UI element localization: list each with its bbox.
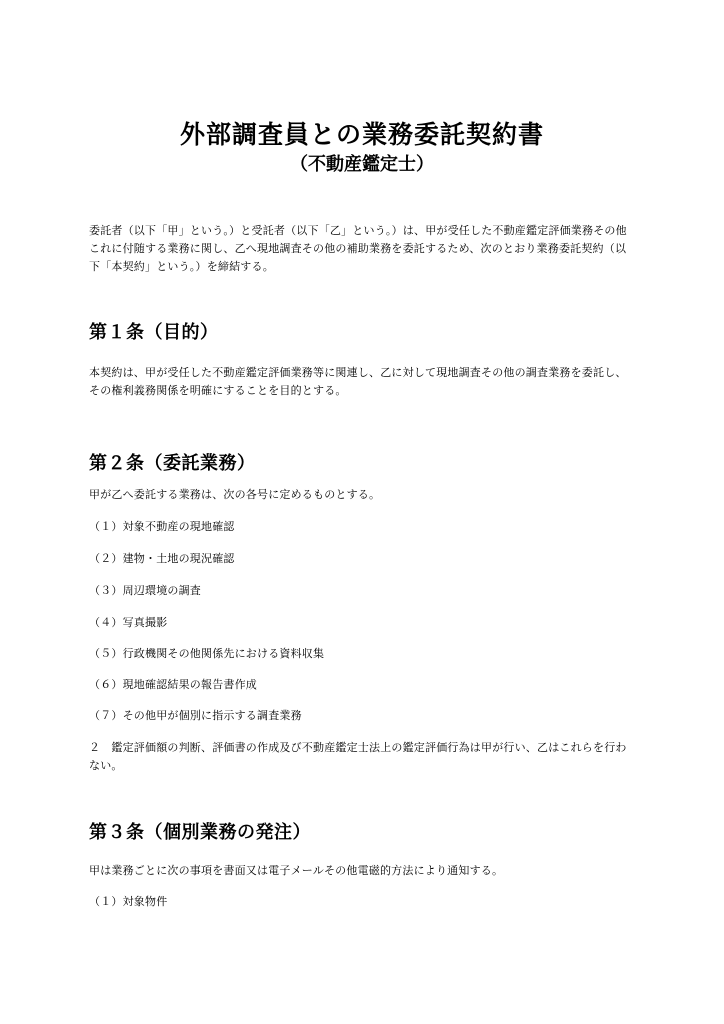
document-title: 外部調査員との業務委託契約書: [179, 120, 544, 149]
article-1-body: 本契約は、甲が受任した不動産鑑定評価業務等に関連し、乙に対して現地調査その他の調査業務を委託し、その権利義務関係を明確にすることを目的とする。: [89, 366, 627, 397]
preamble-paragraph: 委託者（以下「甲」という。）と受託者（以下「乙」という。）は、甲が受任した不動産鑑定評価業務その他これに付随する業務に関し、乙へ現地調査その他の補助業務を委託するため、次のとおり業務委託契約（以下「本契約」という。）を締結する。: [89, 224, 627, 273]
article-2-item: （４）写真撮影: [89, 616, 168, 629]
document-subtitle: （不動産鑑定士）: [290, 154, 434, 175]
article-3-item: （１）対象物件: [89, 895, 168, 908]
article-2-heading: 第２条（委託業務）: [89, 453, 256, 474]
article-2-item: （２）建物・土地の現況確認: [89, 552, 235, 565]
article-2-paragraph-2: ２ 鑑定評価額の判断、評価書の作成及び不動産鑑定士法上の鑑定評価行為は甲が行い、乙はこれらを行わない。: [89, 741, 627, 772]
article-3-heading: 第３条（個別業務の発注）: [89, 822, 311, 843]
article-2-item: （６）現地確認結果の報告書作成: [89, 678, 257, 691]
article-3-body: 甲は業務ごとに次の事項を書面又は電子メールその他電磁的方法により通知する。: [89, 864, 504, 877]
article-2-item: （７）その他甲が個別に指示する調査業務: [89, 709, 302, 722]
article-2-item: （３）周辺環境の調査: [89, 584, 201, 597]
article-2-body: 甲が乙へ委託する業務は、次の各号に定めるものとする。: [89, 488, 381, 501]
article-2-item: （１）対象不動産の現地確認: [89, 520, 235, 533]
article-2-item: （５）行政機関その他関係先における資料収集: [89, 647, 325, 660]
article-1-heading: 第１条（目的）: [89, 322, 219, 343]
